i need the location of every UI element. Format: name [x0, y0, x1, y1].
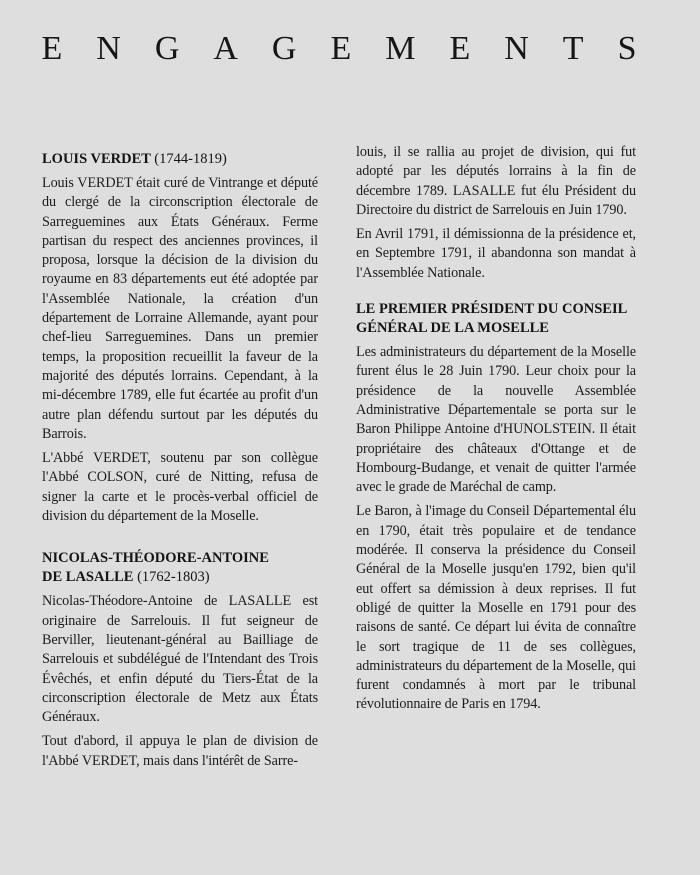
- paragraph: Tout d'abord, il appuya le plan de division de l'Abbé VERDET, mais dans l'intérêt de Sarre-: [42, 733, 318, 769]
- paragraph: Le Baron, à l'image du Conseil Départemental élu en 1790, était très populaire et de tendance modérée. Il conserva la présidence du Conseil Général de la Moselle jusqu'en 1792, bien qu'il eut offert sa démission à deux reprises. Il fut obligé de quitter la Moselle en 1791 pour des raisons de santé. Ce départ lui évita de connaître le sort tragique de 11 de ses collègues, administrateurs du département de la Moselle, qui furent condamnés à mort par le tribunal révolutionnaire de Paris en 1794.: [356, 503, 636, 713]
- heading-dates: (1762-1803): [137, 569, 210, 586]
- page-title: ENGAGEMENTS: [41, 30, 671, 67]
- heading-name: LOUIS VERDET: [42, 151, 151, 167]
- heading-line: GÉNÉRAL DE LA MOSELLE: [356, 320, 549, 337]
- heading-dates: (1744-1819): [154, 151, 227, 167]
- section-heading-louis-verdet: [42, 150, 318, 169]
- paragraph: Les administrateurs du département de la Moselle furent élus le 28 Juin 1790. Leur choix pour la présidence de la nouvelle Assemblée Administrative Départementale se porta sur le Baron Philippe Antoine d'HUNOLSTEIN. Il était propriétaire des châteaux d'Ottange et de Hombourg-Budange, et venait de quitter l'armée avec le grade de Maréchal de camp.: [356, 344, 636, 496]
- paragraph: Louis VERDET était curé de Vintrange et député du clergé de la circonscription électorale de Sarreguemines aux États Généraux. Ferme partisan du respect des anciennes provinces, il proposa, lorsque la décision de la division du royaume en 83 départements eut été adoptée par l'Assemblée Nationale, la création d'un département de Lorraine Allemande, ayant pour chef-lieu Sarreguemines. Dans un premier temps, la proposition recueillit la faveur de la majorité des députés lorrains. Cependant, à la mi-décembre 1789, elle fut écartée au profit d'un autre plan défendu surtout par les députés du Barrois.: [42, 175, 318, 442]
- heading-line: NICOLAS-THÉODORE-ANTOINE: [42, 550, 269, 567]
- section-heading-lasalle: [42, 549, 318, 587]
- heading-line: DE LASALLE: [42, 569, 134, 586]
- paragraph: En Avril 1791, il démissionna de la présidence et, en Septembre 1791, il abandonna son mandat à l'Assemblée Nationale.: [356, 226, 636, 281]
- heading-line: LE PREMIER PRÉSIDENT DU CONSEIL: [356, 301, 628, 318]
- right-column: [356, 143, 636, 720]
- left-column: [42, 150, 318, 776]
- section-heading-premier-president: [356, 300, 636, 338]
- paragraph: louis, il se rallia au projet de division, qui fut adopté par les députés lorrains à la fin de décembre 1789. LASALLE fut élu Président du Directoire du district de Sarrelouis en Juin 1790.: [356, 144, 636, 218]
- paragraph: Nicolas-Théodore-Antoine de LASALLE est originaire de Sarrelouis. Il fut seigneur de Berviller, lieutenant-général au Bailliage de Sarrelouis et subdélégué de l'Intendant des Trois Évêchés, et enfin député du Tiers-État de la circonscription électorale de Metz aux États Généraux.: [42, 593, 318, 726]
- paragraph: L'Abbé VERDET, soutenu par son collègue l'Abbé COLSON, curé de Nitting, refusa de signer la carte et le procès-verbal officiel de division du département de la Moselle.: [42, 450, 318, 525]
